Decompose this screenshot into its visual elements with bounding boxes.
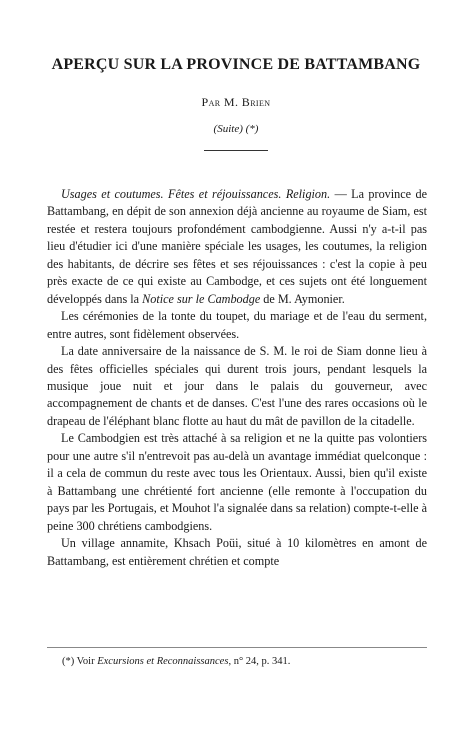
author-byline: Par M. Brien <box>201 95 271 109</box>
paragraph-ceremonies: Les cérémonies de la tonte du toupet, du mariage et de l'eau du serment, entre autres, sont fidèlement observées. <box>47 309 427 341</box>
paragraph-anniversary: La date anniversaire de la naissance de S. M. le roi de Siam donne lieu à des fêtes officielles spéciales qui durent trois jours, pendant lesquels la musique joue nuit et jour dans le palais du gouverneur, avec accompagnement de chants et de danses. C'est l'une des rares occasions où le drapeau de l'éléphant blanc flotte au haut du mât de pavillon de la citadelle. <box>47 344 427 428</box>
footnote-divider <box>47 647 427 648</box>
paragraph-text: — La province de Battambang, en dépit de son annexion déjà ancienne au royaume de Siam, est restée et restera toujours profondément cambodgienne. Aussi n'y a-t-il pas lieu d'étudier ici d'une manière spéciale les usages, les coutumes, la religion des habitants, de décrire ses fêtes et ses réjouissances : c'est la copie à peu près exacte de ce qui existe au Cambodge, et ces sujets ont été longuement développés dans la <box>47 187 427 306</box>
section-heading: Usages et coutumes. Fêtes et réjouissances. Religion. <box>61 187 331 201</box>
cited-work: Notice sur le Cambodge <box>142 291 261 306</box>
footnote-prefix: (*) Voir <box>62 656 98 667</box>
article-title: APERÇU SUR LA PROVINCE DE BATTAMBANG <box>51 56 421 73</box>
footnote <box>62 655 422 669</box>
paragraph-text: de M. Aymonier. <box>260 291 345 306</box>
paragraph-religion: Le Cambodgien est très attaché à sa religion et ne la quitte pas volontiers pour une autre s'il n'entrevoit pas au-delà un avantage immédiat quelconque : il a cela de commun du reste avec tous les Orientaux. Aussi, bien qu'il existe à Battambang une chrétienté fort ancienne (elle remonte à l'occupation du pays par les Portugais, et Mouhot l'a signalée dans sa relation) compte-t-elle à peine 300 chrétiens cambodgiens. <box>47 431 427 533</box>
paragraph-village: Un village annamite, Khsach Poüi, situé à 10 kilomètres en amont de Battambang, est entièrement chrétien et compte <box>47 536 427 568</box>
title-divider <box>204 150 268 151</box>
footnote-reference: , n° 24, p. 341. <box>228 656 291 667</box>
paragraph-usages <box>47 186 427 308</box>
continuation-note: (Suite) (*) <box>213 123 259 135</box>
article-body <box>47 186 427 570</box>
footnote-publication: Excursions et Reconnaissances <box>97 656 229 667</box>
